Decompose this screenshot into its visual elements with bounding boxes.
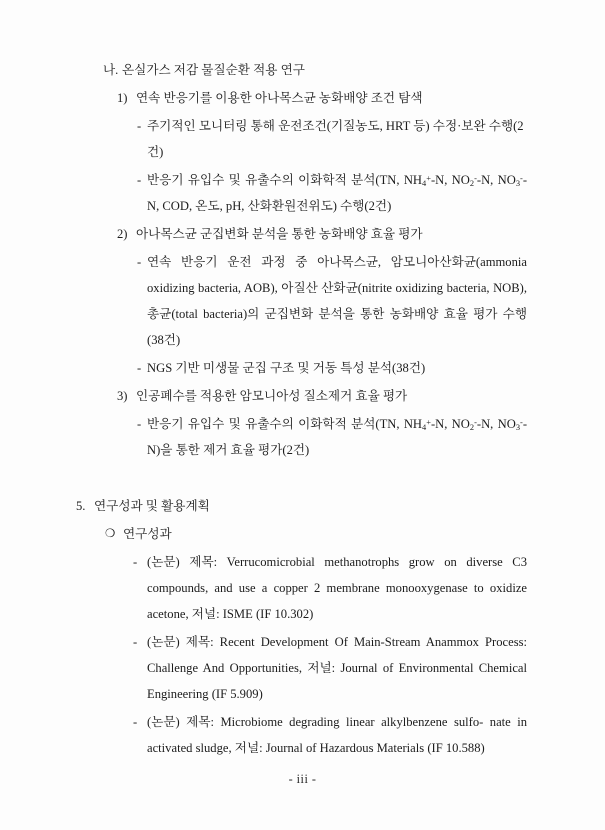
subscript: 3 [515, 178, 521, 188]
paper-entry-1-text: (논문) 제목: Verrucomicrobial methanotrophs grow on diverse C3 compounds, and use a copper 2 membrane monooxygenase to oxidize acetone, 저널: ISME (IF 10.302) [147, 555, 527, 621]
list-item-1-bullet-2 [137, 167, 527, 219]
paper-entry-1 [133, 549, 527, 627]
dash-marker: - [133, 715, 138, 729]
heading-section-5 [76, 493, 527, 519]
subsection-research-results-title: 연구성과 [123, 527, 172, 541]
list-item-3-heading [117, 383, 527, 409]
list-item-2-title: 아나목스균 군집변화 분석을 통한 농화배양 효율 평가 [136, 227, 423, 241]
heading-section-5-marker: 5. [76, 499, 86, 513]
dash-marker: - [137, 361, 142, 375]
list-item-1-bullet-2-text: 반응기 유입수 및 유출수의 이화학적 분석(TN, $NH_4^+-N$, $NO_2^--N$, $NO_3^--N$, COD, 온도, pH, 산화환원전위도) 수행(2건) [147, 173, 528, 213]
heading-section-na-title: 온실가스 저감 물질순환 적용 연구 [122, 63, 305, 77]
superscript: + [426, 418, 431, 428]
list-item-2-bullet-1 [137, 249, 527, 353]
list-item-1-bullet-1-text: 주기적인 모니터링 통해 운전조건(기질농도, HRT 등) 수정·보완 수행(2건) [147, 119, 524, 159]
paper-entry-2 [133, 629, 527, 707]
subscript: 4 [422, 422, 427, 432]
superscript: - [474, 174, 477, 184]
list-item-2-heading [117, 221, 527, 247]
page-footer [0, 772, 605, 787]
list-item-2-bullet-1-text: 연속 반응기 운전 과정 중 아나목스균, 암모니아산화균(ammonia oxidizing bacteria, AOB), 아질산 산화균(nitrite oxidizing bacteria, NOB), 총균(total bacteria)의 군집변화 분석을 통한 농화배양 효율 평가 수행(38건) [147, 255, 527, 347]
paper-entry-3-text: (논문) 제목: Microbiome degrading linear alkylbenzene sulfo- nate in activated sludge, 저널: Journal of Hazardous Materials (IF 10.588) [147, 715, 527, 755]
superscript: - [474, 418, 477, 428]
dash-marker: - [133, 635, 138, 649]
superscript: - [520, 174, 523, 184]
superscript: + [426, 174, 431, 184]
list-item-2-bullet-2 [137, 355, 527, 381]
subscript: 2 [469, 178, 475, 188]
dash-marker: - [137, 417, 142, 431]
dash-marker: - [137, 255, 142, 269]
dash-marker: - [133, 555, 138, 569]
superscript: - [520, 418, 523, 428]
list-item-2-marker: 2) [117, 227, 128, 241]
list-item-3-bullet-1-text: 반응기 유입수 및 유출수의 이화학적 분석(TN, $NH_4^+-N$, $NO_2^--N$, $NO_3^--N$)을 통한 제거 효율 평가(2건) [147, 417, 528, 457]
list-item-1-heading [117, 85, 527, 111]
dash-marker: - [137, 119, 142, 133]
paper-entry-2-text: (논문) 제목: Recent Development Of Main-Stream Anammox Process: Challenge And Opportunities, 저널: Journal of Environmental Chemical Engineering (IF 5.909) [147, 635, 527, 701]
list-item-1-title: 연속 반응기를 이용한 아나목스균 농화배양 조건 탐색 [136, 91, 423, 105]
ring-bullet-icon: ❍ [105, 528, 116, 540]
list-item-3-marker: 3) [117, 389, 128, 403]
page-number: - iii - [288, 772, 317, 786]
heading-section-na [103, 57, 527, 83]
dash-marker: - [137, 173, 142, 187]
list-item-2-bullet-2-text: NGS 기반 미생물 군집 구조 및 거동 특성 분석(38건) [147, 361, 426, 375]
heading-section-na-marker: 나. [103, 63, 119, 77]
heading-section-5-title: 연구성과 및 활용계획 [94, 499, 210, 513]
paper-entry-3 [133, 709, 527, 761]
subscript: 4 [422, 178, 427, 188]
subscript: 3 [515, 422, 521, 432]
subscript: 2 [469, 422, 475, 432]
list-item-1-marker: 1) [117, 91, 128, 105]
subsection-research-results [105, 521, 527, 547]
list-item-3-bullet-1 [137, 411, 527, 463]
list-item-3-title: 인공폐수를 적용한 암모니아성 질소제거 효율 평가 [136, 389, 408, 403]
list-item-1-bullet-1 [137, 113, 527, 165]
